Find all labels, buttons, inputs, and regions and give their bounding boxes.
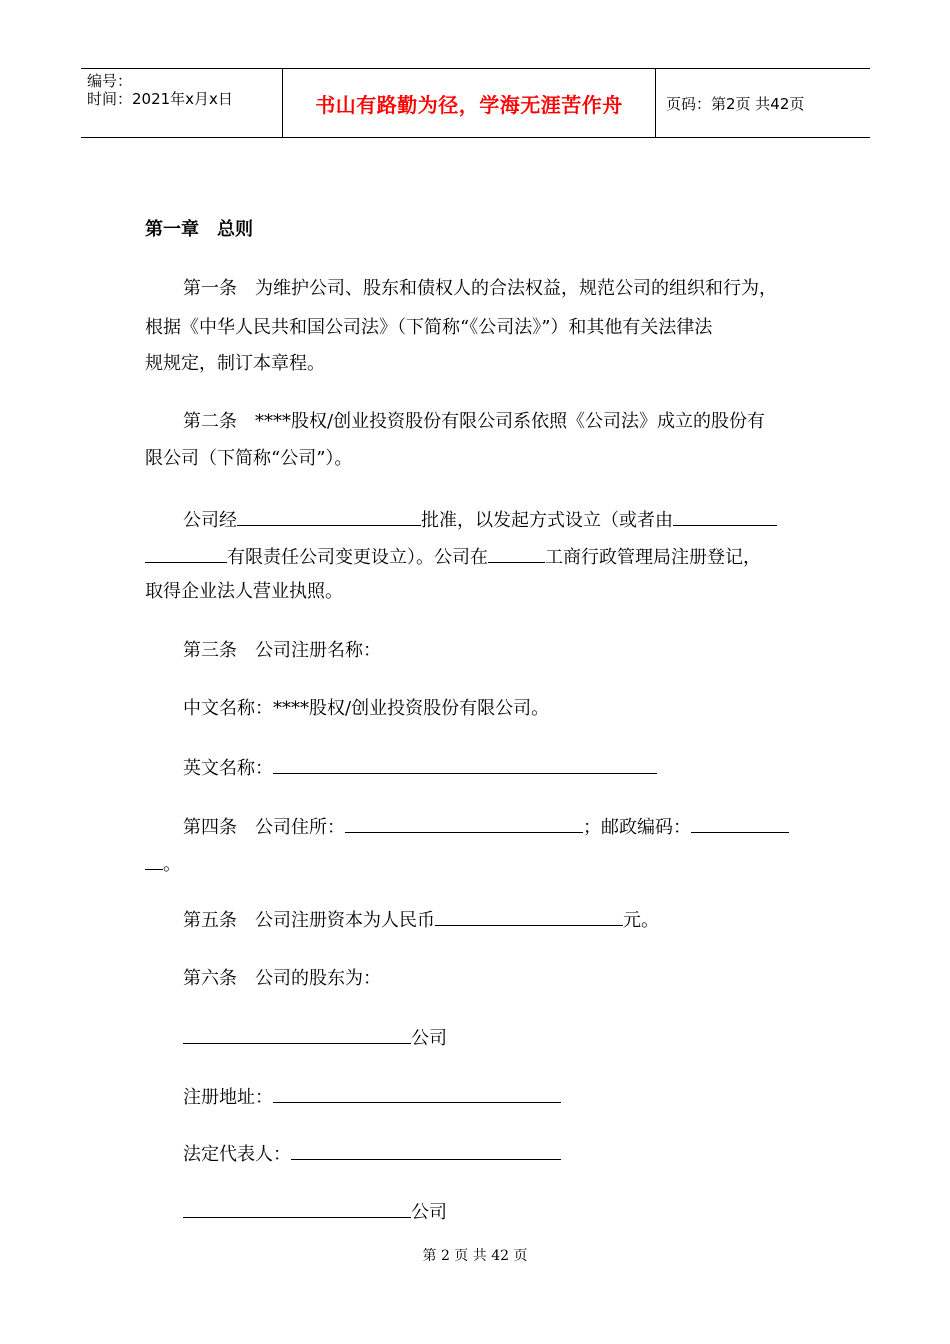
predecessor-blank-1: [673, 508, 777, 526]
approval-line-3: 取得企业法人营业执照。: [145, 581, 343, 602]
approval-authority-blank: [237, 508, 421, 526]
shareholder-2-blank: [183, 1200, 411, 1218]
page-footer: 第 2 页 共 42 页: [422, 1248, 528, 1264]
registration-bureau-blank: [488, 545, 545, 563]
english-name-line: [183, 756, 657, 780]
article-4-line-1: [183, 815, 789, 839]
chapter-title: 第一章 总则: [145, 219, 253, 240]
capital-label: 第五条 公司注册资本为人民币: [183, 910, 435, 931]
shareholder-1-blank: [183, 1026, 411, 1044]
approval-line-2: [145, 545, 761, 569]
document-time-label: 时间：2021年x月x日: [87, 90, 233, 108]
shareholder-1-suffix: 公司: [411, 1028, 447, 1049]
shareholder-2-suffix: 公司: [411, 1202, 447, 1223]
shareholder-1-name: [183, 1026, 447, 1050]
approval-change-text: 有限责任公司变更设立）。公司在: [227, 547, 488, 568]
article-1-line-1: 第一条 为维护公司、股东和债权人的合法权益，规范公司的组织和行为，: [183, 278, 777, 299]
article-4-end: 。: [163, 854, 181, 875]
english-name-label: 英文名称：: [183, 758, 273, 779]
article-6: 第六条 公司的股东为：: [183, 968, 381, 989]
address-label: 第四条 公司住所：: [183, 817, 345, 838]
article-1-line-2: 根据《中华人民共和国公司法》（下简称“《公司法》”）和其他有关法律法: [145, 317, 713, 338]
article-1-line-3: 规规定，制订本章程。: [145, 353, 325, 374]
approval-prefix: 公司经: [183, 510, 237, 531]
legal-representative-label: 法定代表人：: [183, 1144, 291, 1165]
english-name-blank: [273, 756, 657, 774]
article-2-line-1: 第二条 ****股权/创业投资股份有限公司系依照《公司法》成立的股份有: [183, 411, 766, 432]
shareholder-2-name: [183, 1200, 447, 1224]
shareholder-1-legal-rep: [183, 1142, 561, 1166]
header-page-info: 页码：第2页 共42页: [666, 94, 805, 113]
registered-address-label: 注册地址：: [183, 1087, 273, 1108]
article-2-line-2: 限公司（下简称“公司”）。: [145, 448, 353, 469]
header-motto: 书山有路勤为径，学海无涯苦作舟: [283, 69, 656, 137]
approval-line-1: [183, 508, 777, 532]
chinese-name: 中文名称：****股权/创业投资股份有限公司。: [183, 698, 550, 719]
article-4-line-2: [145, 852, 181, 876]
page-header: [81, 68, 870, 138]
address-blank: [345, 815, 583, 833]
legal-representative-blank: [291, 1142, 561, 1160]
postcode-blank-1: [691, 815, 789, 833]
approval-mid: 批准，以发起方式设立（或者由: [421, 510, 673, 531]
capital-blank: [435, 908, 623, 926]
article-5: [183, 908, 659, 932]
postcode-blank-2: [145, 852, 163, 870]
capital-unit: 元。: [623, 910, 659, 931]
shareholder-1-address: [183, 1085, 561, 1109]
postcode-label: ；邮政编码：: [583, 817, 691, 838]
registration-text: 工商行政管理局注册登记，: [545, 547, 761, 568]
registered-address-blank: [273, 1085, 561, 1103]
predecessor-blank-2: [145, 545, 227, 563]
article-3: 第三条 公司注册名称：: [183, 640, 381, 661]
document-number-label: 编号：: [87, 72, 133, 90]
header-meta-cell: [81, 69, 283, 137]
